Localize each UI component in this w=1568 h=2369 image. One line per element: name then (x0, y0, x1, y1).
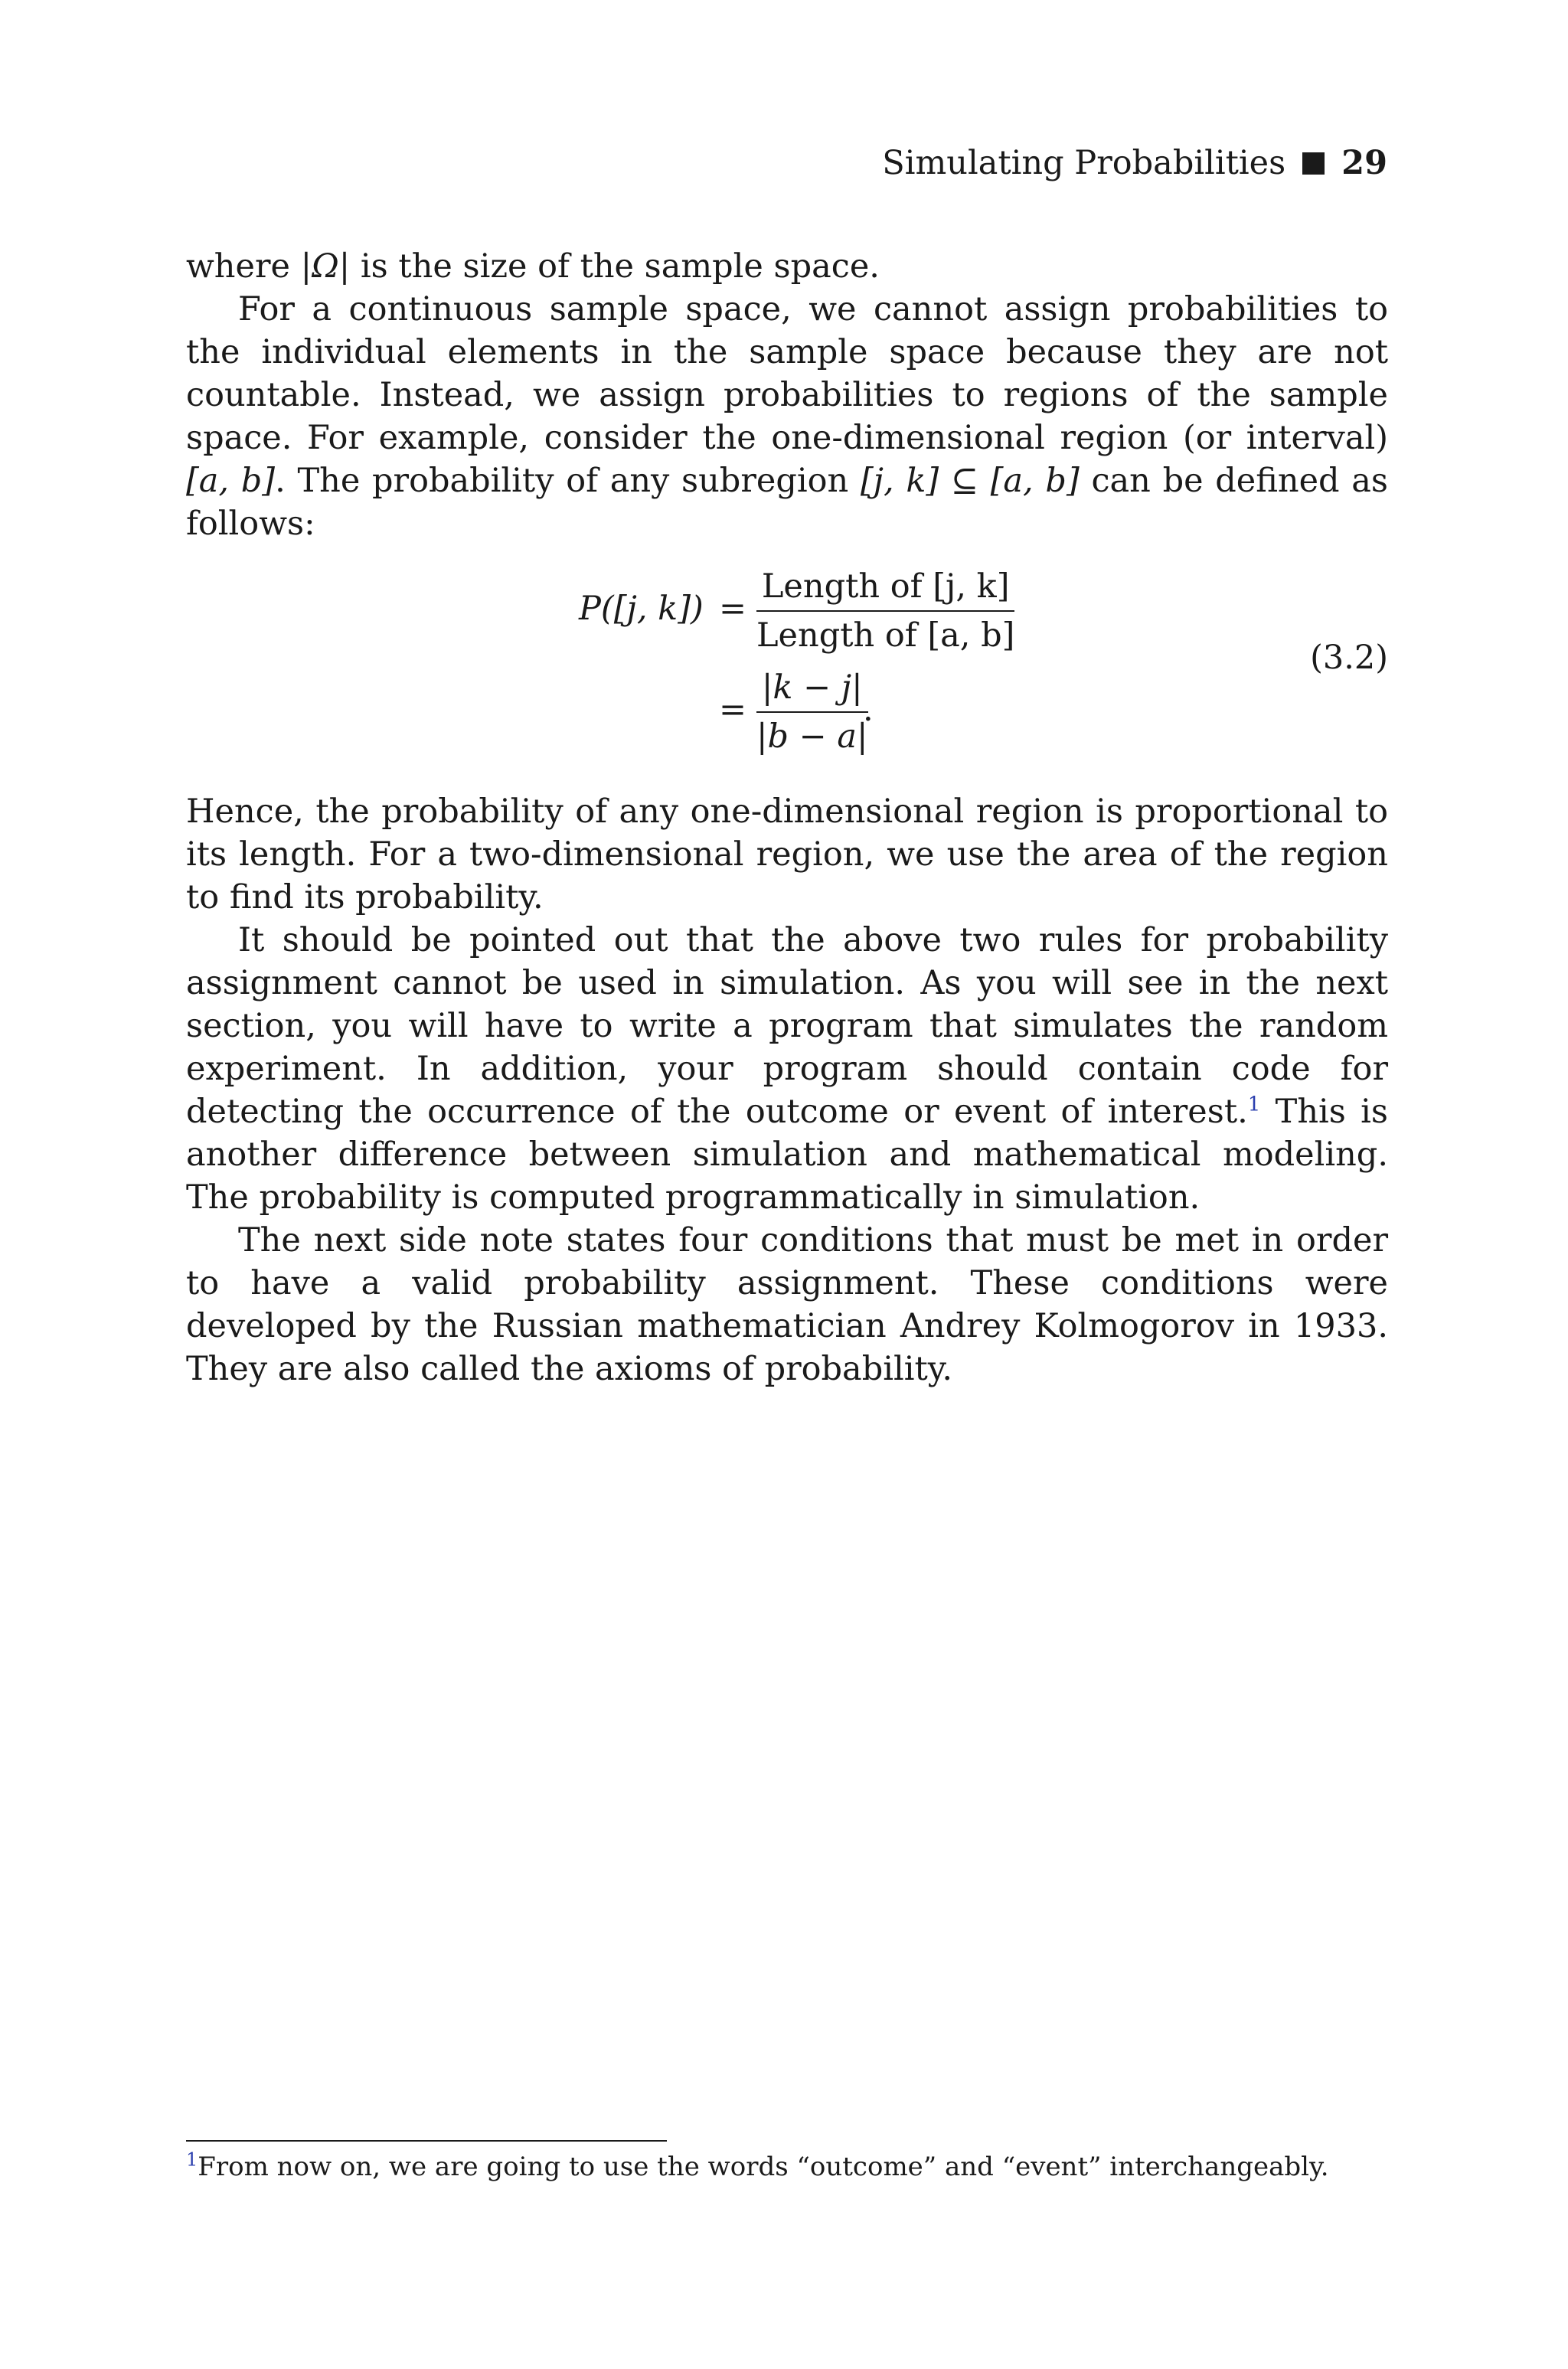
paragraph-1-text-end: is the size of the sample space. (350, 247, 880, 286)
paragraph-2-text-end: can be defined as follows: (186, 462, 1388, 543)
footnote-reference-link[interactable]: 1 (1247, 1093, 1261, 1116)
footnote-mark: 1 (186, 2148, 198, 2171)
equation-number: (3.2) (1310, 639, 1388, 677)
header-square-icon (1302, 152, 1325, 175)
paragraph-1-text: where (186, 247, 301, 286)
sample-space-size-math: |Ω| (300, 247, 351, 286)
footnote (186, 2149, 1329, 2184)
running-header (882, 144, 1387, 182)
fraction-denominator: |b − a| (756, 717, 868, 756)
paragraph-2-text: For a continuous sample space, we cannot assign probabilities to the individual elements in the sample space because they are not countable. Instead, we assign probabilities to regions of the sample space. For example, consider the one-dimensional region (or interval) (186, 290, 1388, 457)
paragraph-5: The next side note states four conditions that must be met in order to have a valid probability assignment. These conditions were developed by the Russian mathematician Andrey Kolmogorov in 1933. They are also called the axioms of probability. (186, 1221, 1388, 1388)
paragraph-3: Hence, the probability of any one-dimensional region is proportional to its length. For a two-dimensional region, we use the area of the region to find its probability. (186, 792, 1388, 917)
fraction-bar (756, 610, 1014, 612)
footnote-text: From now on, we are going to use the words “outcome” and “event” interchangeably. (198, 2152, 1329, 2182)
equation-period: . (863, 691, 874, 729)
footnote-divider (186, 2140, 667, 2142)
equals-sign: = (719, 590, 747, 628)
body-text (186, 245, 1388, 1390)
paragraph-2 (186, 288, 1388, 545)
interval-math: [a, b] (186, 462, 276, 500)
subregion-math: [j, k] ⊆ [a, b] (860, 462, 1080, 500)
absolute-ratio-fraction (756, 666, 868, 758)
fraction-bar (756, 711, 868, 713)
fraction-denominator: Length of [a, b] (756, 616, 1015, 655)
length-ratio-fraction (756, 565, 1014, 657)
fraction-numerator: |k − j| (761, 668, 863, 707)
page-number: 29 (1341, 144, 1387, 182)
paragraph-4-text-end: This is another difference between simulation and mathematical modeling. The probability is computed programmatically in simulation. (186, 1093, 1388, 1217)
fraction-numerator: Length of [j, k] (761, 567, 1010, 606)
equation-3-2 (186, 565, 1388, 773)
equals-sign: = (719, 691, 747, 729)
running-title: Simulating Probabilities (882, 144, 1286, 182)
paragraph-2-text-mid: . The probability of any subregion (275, 462, 861, 500)
equation-lhs: P([j, k]) (579, 590, 704, 628)
paragraph-4-text: It should be pointed out that the above two rules for probability assignment cannot be used in simulation. As you will see in the next section, you will have to write a program that simulates the random experiment. In addition, your program should contain code for detecting the occurrence of the outcome or event of interest. (186, 921, 1388, 1131)
paragraph-1 (186, 245, 1388, 288)
paragraph-4 (186, 919, 1388, 1219)
